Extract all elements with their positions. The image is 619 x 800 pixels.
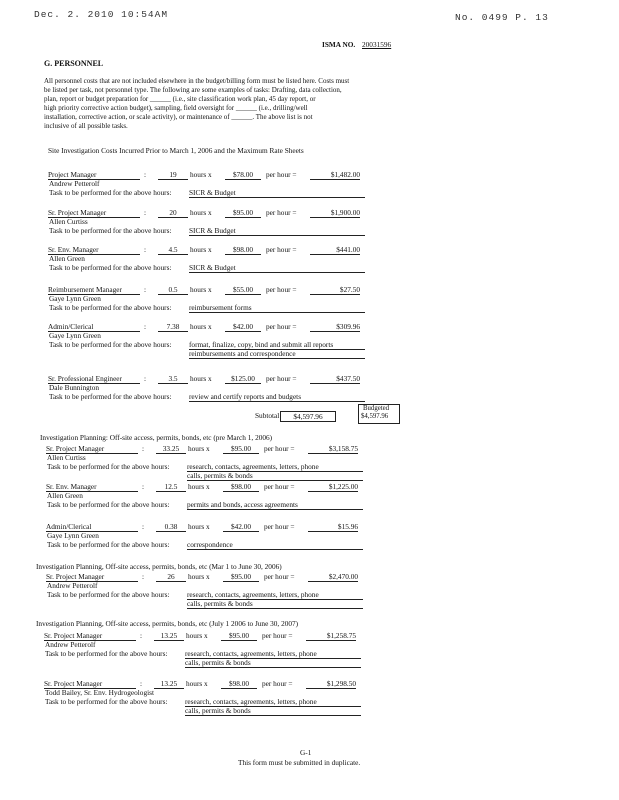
total-value: $1,900.00 [310,208,360,218]
task-label: Task to be performed for the above hours: [45,649,168,658]
per-hour-label: per hour = [266,170,297,179]
intro-line: be listed per task, not personnel type. The following are some examples of tasks: Drafting, data collection, [44,86,342,95]
intro-paragraph [44,77,390,132]
task-label: Task to be performed for the above hours: [47,462,170,471]
colon-separator: : [144,322,147,331]
job-title: Sr. Project Manager [46,572,138,582]
task-description: SICR & Budget [189,188,365,198]
colon-separator: : [142,482,145,491]
per-hour-label: per hour = [264,572,295,581]
fax-header-right: No. 0499 P. 13 [455,12,549,23]
person-name: Andrew Petterolf [45,640,96,649]
task-label: Task to be performed for the above hours: [49,226,172,235]
total-value: $15.96 [308,522,358,532]
hours-value: 0.5 [158,285,188,295]
total-value: $1,258.75 [306,631,356,641]
hours-value: 7.38 [158,322,188,332]
job-title: Project Manager [48,170,140,180]
hours-value: 13.25 [154,679,184,689]
task-label: Task to be performed for the above hours: [47,540,170,549]
task-description: correspondence [187,540,363,550]
investigation-heading: Investigation Planning: Off-site access, permits, bonds, etc (pre March 1, 2006) [40,433,273,442]
per-hour-label: per hour = [262,679,293,688]
hours-label: hours x [188,444,210,453]
task-label: Task to be performed for the above hours: [49,340,172,349]
hours-value: 3.5 [158,374,188,384]
rate-value: $98.00 [225,245,261,255]
rate-value: $95.00 [223,572,259,582]
hours-label: hours x [190,208,212,217]
subtotal-value: $4,597.96 [280,411,336,422]
task-label: Task to be performed for the above hours: [49,392,172,401]
task-description: research, contacts, agreements, letters, phone [185,697,361,707]
rate-value: $125.00 [225,374,261,384]
hours-label: hours x [190,374,212,383]
rate-value: $42.00 [225,322,261,332]
per-hour-label: per hour = [262,631,293,640]
person-name: Andrew Petterolf [47,581,98,590]
hours-value: 12.5 [156,482,186,492]
intro-line: inclusive of all possible tasks. [44,122,128,131]
task-label: Task to be performed for the above hours: [47,590,170,599]
person-name: Gaye Lynn Green [49,331,101,340]
person-name: Andrew Petterolf [49,179,100,188]
hours-label: hours x [190,245,212,254]
hours-label: hours x [188,482,210,491]
colon-separator: : [144,374,147,383]
job-title: Sr. Project Manager [44,631,136,641]
person-name: Allen Curtiss [49,217,88,226]
hours-value: 19 [158,170,188,180]
hours-label: hours x [190,322,212,331]
per-hour-label: per hour = [264,482,295,491]
hours-label: hours x [190,285,212,294]
section-title: G. PERSONNEL [44,59,104,68]
person-name: Dale Bunnington [49,383,100,392]
task-description: permits and bonds, access agreements [187,500,363,510]
isma-number: 20031596 [362,40,392,49]
task-description: research, contacts, agreements, letters, phone [187,590,363,600]
job-title: Sr. Project Manager [44,679,136,689]
task-label: Task to be performed for the above hours: [49,303,172,312]
job-title: Sr. Professional Engineer [48,374,140,384]
colon-separator: : [140,631,143,640]
job-title: Sr. Project Manager [46,444,138,454]
person-name: Allen Green [49,254,85,263]
task-description: SICR & Budget [189,263,365,273]
rate-value: $98.00 [221,679,257,689]
per-hour-label: per hour = [266,285,297,294]
hours-label: hours x [188,572,210,581]
colon-separator: : [144,285,147,294]
rate-value: $42.00 [223,522,259,532]
per-hour-label: per hour = [266,208,297,217]
intro-line: plan, report or budget preparation for ______ (i.e., site classification work plan, 45 day report, or [44,95,316,104]
colon-separator: : [144,245,147,254]
subtotal-label: Subtotal [255,411,280,420]
rate-value: $95.00 [225,208,261,218]
hours-value: 33.25 [156,444,186,454]
colon-separator: : [142,444,145,453]
intro-line: All personnel costs that are not included elsewhere in the budget/billing form must be listed here. Costs must [44,77,350,85]
per-hour-label: per hour = [264,444,295,453]
task-description: SICR & Budget [189,226,365,236]
task-description-cont: reimbursements and correspondence [189,349,365,359]
total-value: $1,225.00 [308,482,358,492]
job-title: Sr. Env. Manager [48,245,140,255]
colon-separator: : [142,522,145,531]
hours-label: hours x [190,170,212,179]
page-number: G-1 [300,748,312,757]
total-value: $1,482.00 [310,170,360,180]
person-name: Todd Bailey, Sr. Env. Hydrogeologist [45,688,154,697]
per-hour-label: per hour = [264,522,295,531]
total-value: $441.00 [310,245,360,255]
task-label: Task to be performed for the above hours: [47,500,170,509]
task-description-cont: calls, permits & bonds [185,658,361,668]
hours-label: hours x [186,679,208,688]
fax-header-left: Dec. 2. 2010 10:54AM [34,9,169,20]
task-description: research, contacts, agreements, letters, phone [185,649,361,659]
hours-label: hours x [188,522,210,531]
colon-separator: : [144,208,147,217]
investigation-heading: Investigation Planning, Off-site access, permits, bonds, etc (Mar 1 to June 30, 2006) [36,562,282,571]
per-hour-label: per hour = [266,374,297,383]
person-name: Allen Curtiss [47,453,86,462]
intro-line: high priority corrective action budget), sampling, field oversight for ______ (i.e., drilling/well [44,104,308,113]
task-description-cont: calls, permits & bonds [185,706,361,716]
rate-value: $55.00 [225,285,261,295]
colon-separator: : [140,679,143,688]
total-value: $2,470.00 [308,572,358,582]
hours-value: 4.5 [158,245,188,255]
hours-value: 26 [156,572,186,582]
budgeted-value: $4,597.96 [361,413,389,420]
task-description-cont: calls, permits & bonds [187,471,363,481]
investigation-heading: Investigation Planning, Off-site access, permits, bonds, etc (July 1 2006 to June 30, 2007) [36,619,299,628]
total-value: $27.50 [310,285,360,295]
job-title: Sr. Project Manager [48,208,140,218]
task-label: Task to be performed for the above hours: [49,188,172,197]
job-title: Admin/Clerical [48,322,140,332]
hours-value: 13.25 [154,631,184,641]
per-hour-label: per hour = [266,245,297,254]
rate-value: $98.00 [223,482,259,492]
task-description-cont: calls, permits & bonds [187,599,363,609]
footer-note: This form must be submitted in duplicate. [238,758,361,767]
total-value: $437.50 [310,374,360,384]
hours-value: 20 [158,208,188,218]
person-name: Gaye Lynn Green [47,531,99,540]
task-label: Task to be performed for the above hours: [49,263,172,272]
rate-value: $78.00 [225,170,261,180]
total-value: $309.96 [310,322,360,332]
hours-value: 0.38 [156,522,186,532]
colon-separator: : [142,572,145,581]
job-title: Sr. Env. Manager [46,482,138,492]
colon-separator: : [144,170,147,179]
person-name: Gaye Lynn Green [49,294,101,303]
task-description: reimbursement forms [189,303,365,313]
job-title: Reimbursement Manager [48,285,140,295]
hours-label: hours x [186,631,208,640]
total-value: $3,158.75 [308,444,358,454]
rate-value: $95.00 [223,444,259,454]
isma-label: ISMA NO. [322,40,356,49]
task-description: research, contacts, agreements, letters, phone [187,462,363,472]
per-hour-label: per hour = [266,322,297,331]
rate-value: $95.00 [221,631,257,641]
budgeted-label: Budgeted [363,405,390,412]
person-name: Allen Green [47,491,83,500]
total-value: $1,298.50 [306,679,356,689]
site-heading: Site Investigation Costs Incurred Prior to March 1, 2006 and the Maximum Rate Sheets [48,146,304,155]
task-description: review and certify reports and budgets [189,392,365,402]
intro-line: installation, corrective action, or scale activity), or maintenance of ______. The above list is not [44,113,313,122]
job-title: Admin/Clerical [46,522,138,532]
task-label: Task to be performed for the above hours: [45,697,168,706]
task-description: format, finalize, copy, bind and submit all reports [189,340,365,350]
